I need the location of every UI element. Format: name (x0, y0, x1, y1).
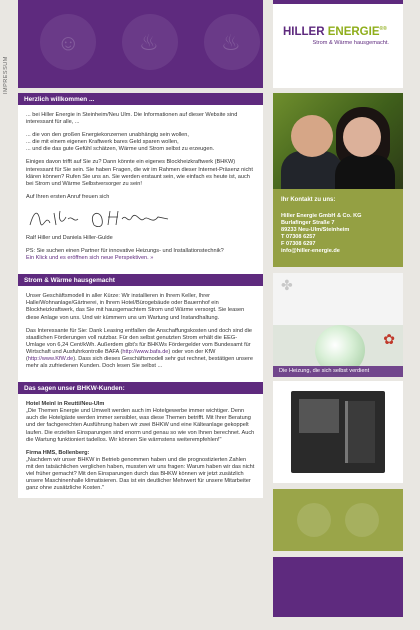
contact-email[interactable]: info@hiller-energie.de (281, 248, 340, 254)
main-content (18, 93, 263, 498)
ps-link[interactable]: Ein Klick und es eröffnen sich neue Perspektiven. » (26, 255, 154, 262)
promo-banner[interactable] (273, 325, 403, 377)
bafa-link[interactable]: http://www.bafa.de (122, 348, 169, 355)
section-testimonials (18, 394, 263, 498)
clover-icon: ✤ (281, 277, 293, 293)
contact-city: 89233 Neu-Ulm/Steinheim (281, 227, 350, 233)
model-paragraph-2 (26, 328, 255, 371)
testimonial-name: Firma HMS, Bollenberg: (26, 449, 90, 456)
kfw-link[interactable]: http://www.KfW.de (27, 355, 74, 362)
welcome-intro: ... bei Hiller Energie in Steinheim/Neu Ulm. Die Informationen auf dieser Website sind interessant für alle, ... (26, 112, 238, 126)
welcome-paragraph: Einiges davon trifft auf Sie zu? Dann könnte ein eigenes Blockheizkraftwerk (BHKW) interessant für Sie sein. Sie haben Fragen, die wir im Rahmen dieser Internet-Präsenz nicht klären können? Rufen Sie uns an. Sie werden erstaunt sein, wie einfach es heute ist, auch bei Strom und Wärme Selbstversorger zu sein! (26, 159, 253, 187)
welcome-closing: Auf Ihren ersten Anruf freuen sich (26, 193, 110, 200)
contact-phone: T 07308 6257 (281, 234, 316, 240)
testimonial-text: „Die Themen Energie und Umwelt werden auch im Hotelgewerbe immer wichtiger. Denn auch die Hotelgäste werden immer sensibler, was diese Themen betrifft. Mit Ihrer Beratung und der fachgerechten Ausführung haben wir zwei BHKW und eine Kälteanlage gekoppelt laufen. Die erzielten Einsparungen sind enorm und genau so wie von Ihnen berechnet. Auch die Wartung funktioniert tadellos. Wir können Sie wärmstens weiterempfehlen!" (26, 408, 255, 443)
logo-tagline: Strom & Wärme hausgemacht. (312, 40, 389, 46)
section-heading-welcome: Herzlich willkommen ... (18, 93, 263, 105)
person-head (291, 115, 333, 157)
impressum-label: IMPRESSUM (3, 56, 9, 94)
device-pipe (345, 401, 375, 463)
flower-icon: ✿ (383, 331, 395, 347)
decor-ring (297, 503, 331, 537)
owners-photo (273, 93, 403, 189)
contact-fax: F 07308 6297 (281, 241, 316, 247)
logo-energie: ENERGIE (327, 26, 380, 38)
decor-purple-box (273, 557, 403, 617)
bullet-item: ... die von den großen Energiekonzernen unabhängig sein wollen, (26, 132, 189, 139)
contact-company: Hiller Energie GmbH & Co. KG (281, 213, 362, 219)
signature-image (28, 207, 178, 229)
model-text: ) oder von der KfW ( (26, 348, 216, 362)
bullet-item: ... die mit einem eigenen Kraftwerk bares Geld sparen wollen, (26, 139, 179, 146)
device-panel (299, 399, 339, 433)
bullet-item: ... und die das gute Gefühl schätzen, Wärme und Strom selbst zu erzeugen. (26, 146, 215, 153)
person-body (335, 155, 395, 189)
bhkw-device-image (273, 381, 403, 483)
device-unit (291, 391, 385, 473)
flame-icon: ♨ (221, 30, 241, 55)
contact-box (273, 189, 403, 267)
signature-names: Ralf Hiller und Daniela Hiller-Gulde (26, 234, 113, 241)
model-paragraph-1: Unser Geschäftsmodell in aller Kürze: Wir installieren in Ihrem Keller, Ihrer Halle/Wohnanlage/Gärtnerei, in Ihrem Hotel/Bürogebäude oder Bauernhof ein Blockheizkraftwerk, das Sie mit hausgemachtem Strom und Wärme versorgt. Sie leasen diese Anlage von uns. Und wir kümmern uns um Wartung und Instandhaltung. (26, 293, 245, 321)
logo-hiller: HILLER (283, 26, 328, 38)
ps-text: PS: Sie suchen einen Partner für innovative Heizungs- und Installationstechnik? (26, 248, 224, 255)
promo-caption: Die Heizung, die sich selbst verdient (273, 366, 403, 377)
contact-street: Burlafinger Straße 7 (281, 220, 335, 226)
logo-mark: ®® (379, 26, 387, 33)
logo-title (283, 26, 395, 38)
flame-icon: ♨ (139, 30, 159, 55)
impressum-link[interactable] (2, 40, 14, 100)
header-banner (18, 0, 263, 88)
decor-ring (345, 503, 379, 537)
smile-icon: ☺ (57, 30, 80, 55)
model-text: Das Interessante für Sie: Dank Leasing entfallen die Anschaffungskosten und doch sind die staatlichen Förderungen voll nutzbar. Für den selbst genutzten Strom erhält die EEG-Umlage von 6,24 Cent/kWh. Außerdem gibt's für BHKWs Fördergelder vom Bundesamt für Wirtschaft und Ausfuhrkontrolle BAFA ( (26, 327, 252, 355)
person-head (343, 117, 381, 157)
logo[interactable] (273, 0, 403, 88)
testimonial-name: Hotel Meinl in Reutti/Neu-Ulm (26, 401, 105, 408)
decor-olive-box (273, 489, 403, 551)
testimonial-text: „Nachdem wir unser BHKW in Betrieb genommen haben und die prognostizierten Zahlen mit den tatsächlichen verglichen haben, mussten wir uns fragen: Warum haben wir das nicht viel früher gemacht? Mit den Einsparungen durch das BHKW können wir jetzt zusätzlich unsere Maschinenhalle klimatisieren. Das ist ein deutlicher Mehrwert für unsere Mitarbeiter ganz ohne zusätzliche Kosten." (26, 456, 255, 492)
clover-box (273, 273, 403, 325)
section-model (18, 286, 263, 382)
section-heading-model: Strom & Wärme hausgemacht (18, 274, 263, 286)
logo-bar (273, 0, 403, 4)
section-welcome (18, 105, 263, 274)
sidebar (273, 93, 403, 617)
contact-heading: Ihr Kontakt zu uns: (281, 197, 336, 203)
signature (26, 207, 255, 229)
welcome-bullets (26, 132, 255, 153)
section-heading-testimonials: Das sagen unser BHKW-Kunden: (18, 382, 263, 394)
model-text: ). Dass sich dieses Geschäftsmodell sehr gut rechnet, bestätigen unsere mehr als zufriedenen Kunden. Doch lesen Sie selbst ... (26, 355, 253, 370)
